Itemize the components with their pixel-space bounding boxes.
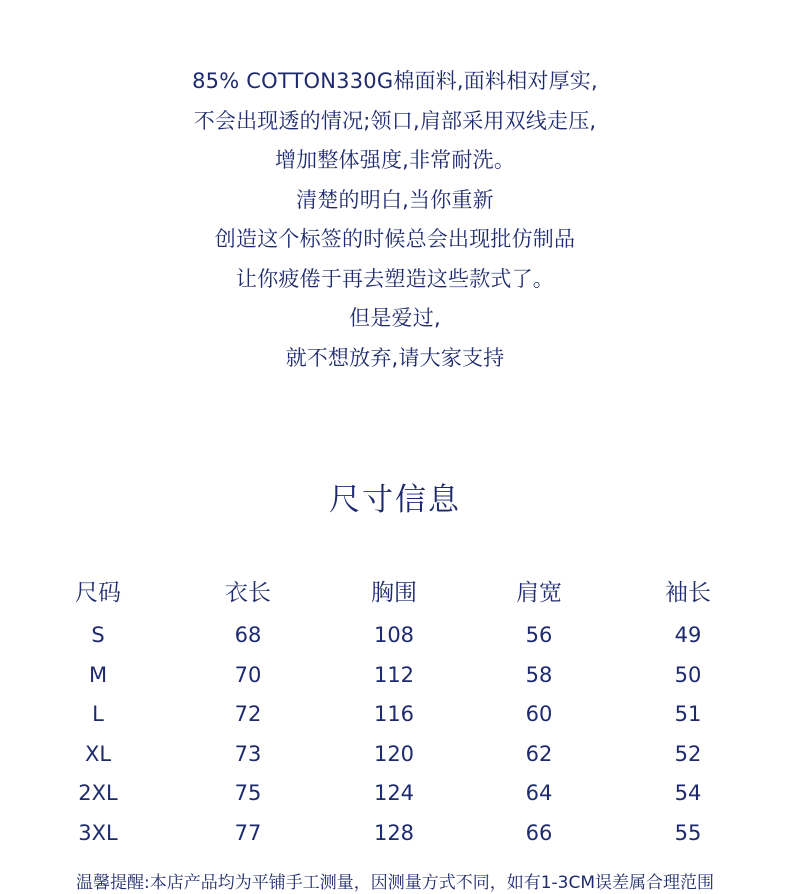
table-cell: M — [88, 662, 108, 687]
description-line: 让你疲倦于再去塑造这些款式了。 — [236, 266, 554, 291]
header-size: 尺码 — [75, 580, 121, 606]
table-cell: 2XL — [78, 781, 118, 805]
table-cell: 75 — [234, 781, 262, 805]
table-row — [0, 814, 790, 854]
description-line: 不会出现透的情况;领口,肩部采用双线走压, — [193, 108, 597, 133]
table-row — [0, 616, 790, 656]
size-table-header — [0, 570, 790, 616]
table-cell: 56 — [525, 623, 553, 647]
table-cell: 3XL — [78, 820, 118, 845]
table-cell: 108 — [373, 623, 415, 647]
header-chest: 胸围 — [371, 580, 417, 606]
table-cell: 70 — [234, 662, 262, 687]
table-row — [0, 774, 790, 814]
description-line: 85% COTTON330G棉面料,面料相对厚实, — [192, 69, 598, 93]
table-cell: L — [92, 702, 104, 726]
table-cell: 58 — [525, 662, 553, 687]
description-line: 增加整体强度,非常耐洗。 — [274, 148, 516, 172]
table-row — [0, 656, 790, 696]
header-length: 衣长 — [225, 580, 271, 606]
header-sleeve: 袖长 — [665, 580, 711, 606]
table-cell: 68 — [234, 623, 262, 647]
table-cell: 120 — [373, 741, 415, 766]
header-shoulder: 肩宽 — [516, 580, 562, 606]
table-cell: 51 — [674, 702, 702, 726]
description-line: 创造这个标签的时候总会出现批仿制品 — [214, 227, 576, 251]
table-cell: S — [91, 623, 105, 647]
table-cell: 54 — [674, 781, 702, 805]
table-cell: 124 — [373, 781, 415, 805]
table-cell: XL — [84, 741, 112, 766]
table-cell: 116 — [373, 702, 415, 726]
table-cell: 64 — [525, 781, 553, 805]
table-cell: 62 — [525, 741, 553, 766]
table-cell: 66 — [525, 820, 553, 845]
table-cell: 77 — [234, 820, 262, 845]
table-cell: 60 — [525, 702, 553, 726]
table-cell: 50 — [674, 662, 702, 687]
measurement-note: 温馨提醒:本店产品均为平铺手工测量，因测量方式不同，如有1-3CM误差属合理范围 — [75, 873, 715, 893]
size-table — [0, 570, 790, 853]
table-cell: 72 — [234, 702, 262, 726]
product-description — [0, 62, 790, 378]
table-cell: 55 — [674, 820, 702, 845]
size-info-title: 尺寸信息 — [329, 482, 461, 518]
table-cell: 112 — [373, 662, 415, 687]
table-cell: 49 — [674, 623, 702, 647]
table-cell: 128 — [373, 820, 415, 845]
table-row — [0, 735, 790, 775]
table-cell: 73 — [234, 741, 262, 766]
table-cell: 52 — [674, 741, 702, 766]
description-line: 但是爱过, — [349, 306, 441, 330]
description-line: 清楚的明白,当你重新 — [296, 187, 494, 212]
description-line: 就不想放弃,请大家支持 — [285, 345, 505, 370]
table-row — [0, 695, 790, 735]
